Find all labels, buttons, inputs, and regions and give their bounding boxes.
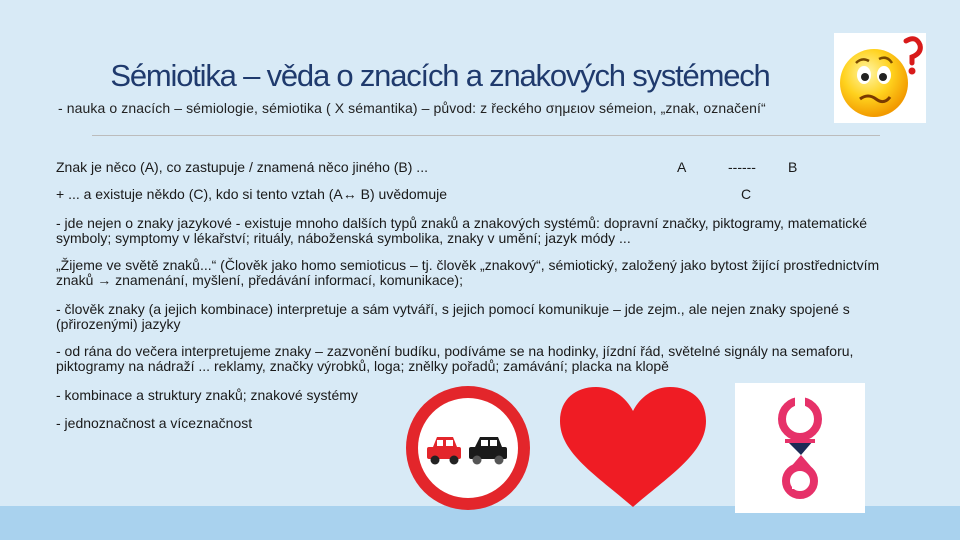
slide-title: Sémiotika – věda o znacích a znakových systémech <box>110 58 770 93</box>
diagram-b: B <box>788 159 798 175</box>
diagram-a: A <box>677 159 687 175</box>
paragraph-daily-signs: - od rána do večera interpretujeme znaky – zazvonění budíku, podíváme se na hodinky, jízdní řád, světelné signály na semaforu, piktogramy na nádraží ... reklamy, značky výrobků, loga; znělky pořadů; zamávání; placka na klopě <box>56 343 854 374</box>
subtitle: - nauka o znacích – sémiologie, sémiotika ( X sémantika) – původ: z řeckého σημειον sémeion, „znak, označení“ <box>58 100 766 116</box>
heart-icon <box>556 383 710 513</box>
diagram-c: C <box>741 186 752 202</box>
bullet-ambiguity: - jednoznačnost a víceznačnost <box>56 415 253 431</box>
paragraph-homo-semioticus: „Žijeme ve světě znaků...“ (Člověk jako homo semioticus – tj. člověk „znakový“, sémiotický, založený jako bytost žijící prostřednictvím znaků → znamenání, myšlení, předávání informací, komunikace); <box>56 257 880 288</box>
hourglass-logo <box>735 383 865 513</box>
diagram-dash: ------ <box>728 159 756 175</box>
bullet-combinations: - kombinace a struktury znaků; znakové systémy <box>56 387 358 403</box>
no-overtaking-sign <box>403 383 533 513</box>
paragraph-interpretation: - člověk znaky (a jejich kombinace) interpretuje a sám vytváří, s jejich pomocí komunikuje – jde zejm., ale nejen znaky spojené s (přirozenými) jazyky <box>56 301 850 332</box>
definition-line-2: + ... a existuje někdo (C), kdo si tento vztah (A↔ B) uvědomuje <box>56 186 448 202</box>
definition-line-1: Znak je něco (A), co zastupuje / znamená něco jiného (B) ... <box>56 159 428 175</box>
paragraph-sign-types: - jde nejen o znaky jazykové - existuje mnoho dalších typů znaků a znakových systémů: dopravní značky, piktogramy, matematické symboly; symptomy v lékařství; rituály, náboženská symbolika, znaky v umění; jazyk módy ... <box>56 215 868 246</box>
divider <box>92 135 880 136</box>
